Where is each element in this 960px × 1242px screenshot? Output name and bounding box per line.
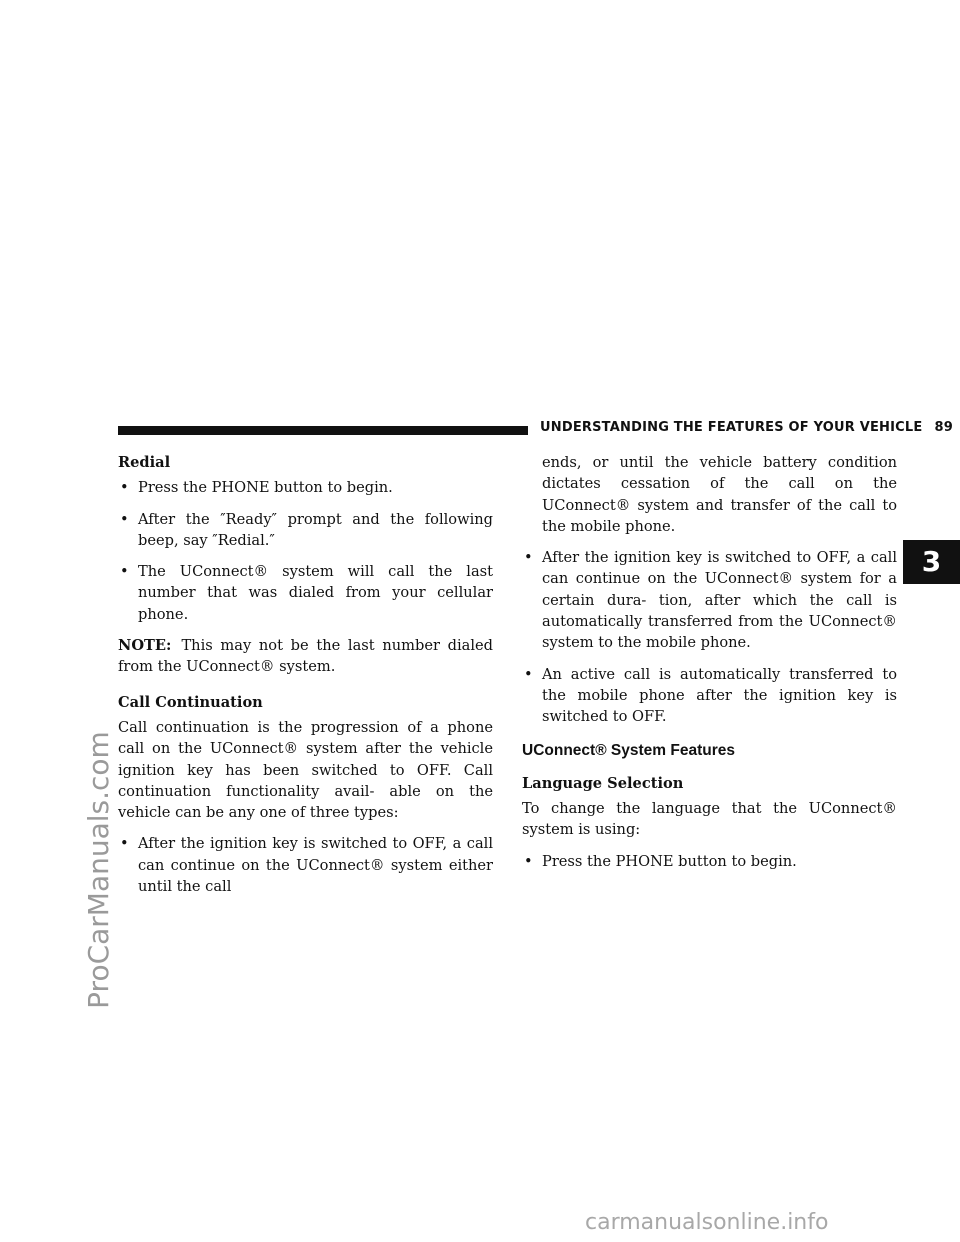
list-item: • The UConnect® system will call the last number that was dialed from your cellular phone. [118, 561, 493, 625]
watermark-carmanualsonline: carmanualsonline.info [585, 1210, 829, 1235]
list-item: • After the ignition key is switched to OFF, a call can continue on the UConnect® system for a certain dura- tion, after which the call is automatically transferred from the UConnect® system to the mobile phone. [522, 547, 897, 653]
left-column [118, 452, 493, 907]
right-column [522, 452, 897, 882]
bullet-continuation-text: ends, or until the vehicle battery condition dictates cessation of the call on the UConnect® system and transfer of the call to the mobile phone. [542, 454, 897, 535]
language-selection-heading: Language Selection [522, 774, 684, 792]
call-continuation-text: Call continuation is the progression of a phone call on the UConnect® system after the vehicle ignition key has been switched to OFF. Call continuation functionality avail- able on the vehicle can be any one of three types: [118, 718, 493, 822]
call-continuation-list [118, 833, 493, 897]
list-item: • After the ″Ready″ prompt and the following beep, say ″Redial.″ [118, 509, 493, 552]
header-rule [118, 426, 528, 435]
language-selection-text: To change the language that the UConnect® system is using: [522, 800, 897, 839]
note-text: This may not be the last number dialed from the UConnect® system. [118, 637, 493, 676]
call-continuation-heading: Call Continuation [118, 693, 263, 711]
redial-list [118, 477, 493, 625]
note-paragraph [118, 635, 493, 678]
list-item: • After the ignition key is switched to OFF, a call can continue on the UConnect® system either until the call [118, 833, 493, 897]
call-continuation-list-cont [522, 547, 897, 727]
note-label: NOTE: [118, 637, 172, 655]
features-heading: UConnect® System Features [522, 741, 735, 759]
language-selection-list [522, 851, 897, 872]
list-item: • An active call is automatically transferred to the mobile phone after the ignition key is switched to OFF. [522, 664, 897, 728]
chapter-tab: 3 [903, 540, 960, 584]
redial-heading: Redial [118, 454, 171, 471]
list-item: • Press the PHONE button to begin. [522, 851, 897, 872]
page-number: 89 [934, 420, 953, 435]
list-item: • Press the PHONE button to begin. [118, 477, 493, 498]
header-title: UNDERSTANDING THE FEATURES OF YOUR VEHICLE [540, 420, 923, 435]
watermark-procarmanuals: ProCarManuals.com [82, 731, 115, 1009]
running-header [540, 420, 953, 435]
